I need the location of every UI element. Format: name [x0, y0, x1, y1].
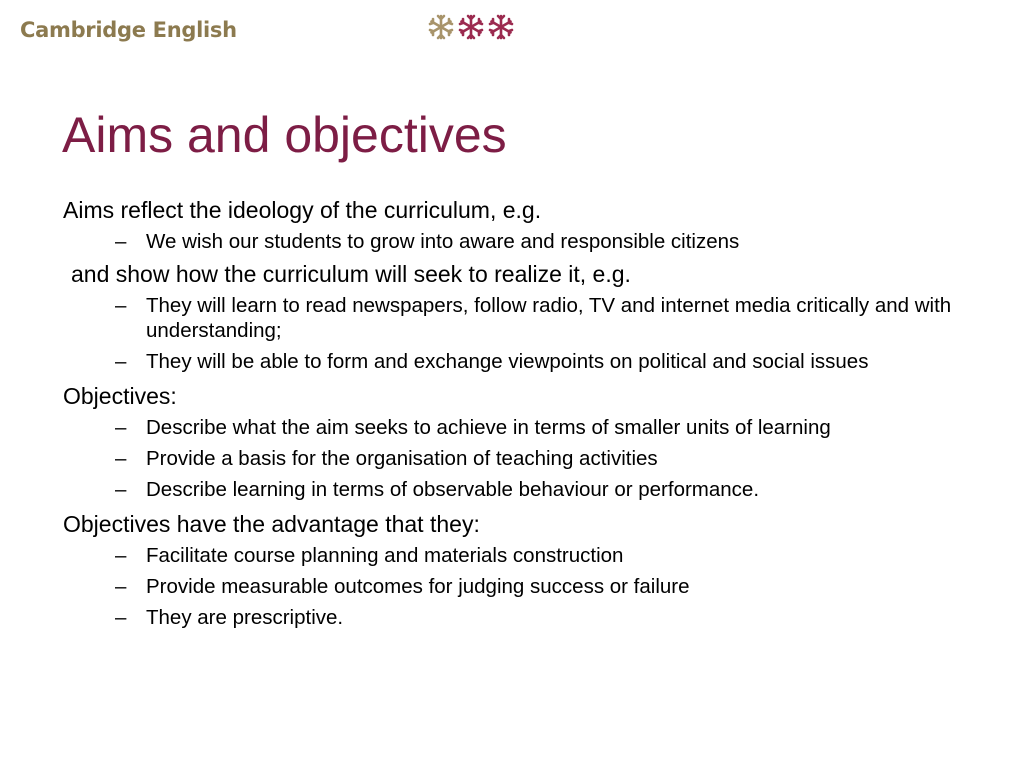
bullet-item [63, 446, 983, 471]
slide-body [63, 196, 983, 636]
aims-intro: Aims reflect the ideology of the curriculum, e.g. [63, 197, 542, 223]
header-ornaments [428, 12, 514, 42]
bullet-dash: – [115, 230, 127, 253]
ornament-icon [458, 12, 484, 42]
bullet-dash: – [115, 544, 127, 567]
bullet-dash: – [115, 606, 127, 629]
ornament-icon [428, 12, 454, 42]
bullet-text: They will be able to form and exchange viewpoints on political and social issues [146, 350, 869, 373]
brand-logo-text: Cambridge English [20, 18, 237, 42]
bullet-text: We wish our students to grow into aware and responsible citizens [146, 230, 740, 253]
bullet-item [63, 293, 983, 343]
bullet-item [63, 229, 983, 254]
objectives-heading: Objectives: [63, 383, 177, 409]
slide-title: Aims and objectives [62, 107, 507, 163]
realize-intro: and show how the curriculum will seek to realize it, e.g. [71, 261, 631, 287]
bullet-text: They will learn to read newspapers, follow radio, TV and internet media critically and with understanding; [146, 294, 952, 342]
bullet-item [63, 349, 983, 374]
bullet-dash: – [115, 447, 127, 470]
bullet-dash: – [115, 575, 127, 598]
bullet-text: Provide measurable outcomes for judging success or failure [146, 575, 690, 598]
bullet-text: Facilitate course planning and materials construction [146, 544, 624, 567]
bullet-item [63, 477, 983, 502]
advantage-heading: Objectives have the advantage that they: [63, 511, 480, 537]
bullet-text: Provide a basis for the organisation of teaching activities [146, 447, 658, 470]
bullet-dash: – [115, 416, 127, 439]
bullet-dash: – [115, 350, 127, 373]
bullet-text: They are prescriptive. [146, 606, 344, 629]
ornament-icon [488, 12, 514, 42]
bullet-dash: – [115, 294, 127, 317]
bullet-item [63, 415, 983, 440]
bullet-item [63, 574, 983, 599]
bullet-dash: – [115, 478, 127, 501]
bullet-text: Describe learning in terms of observable behaviour or performance. [146, 478, 760, 501]
bullet-text: Describe what the aim seeks to achieve in terms of smaller units of learning [146, 416, 831, 439]
bullet-item [63, 605, 983, 630]
bullet-item [63, 543, 983, 568]
